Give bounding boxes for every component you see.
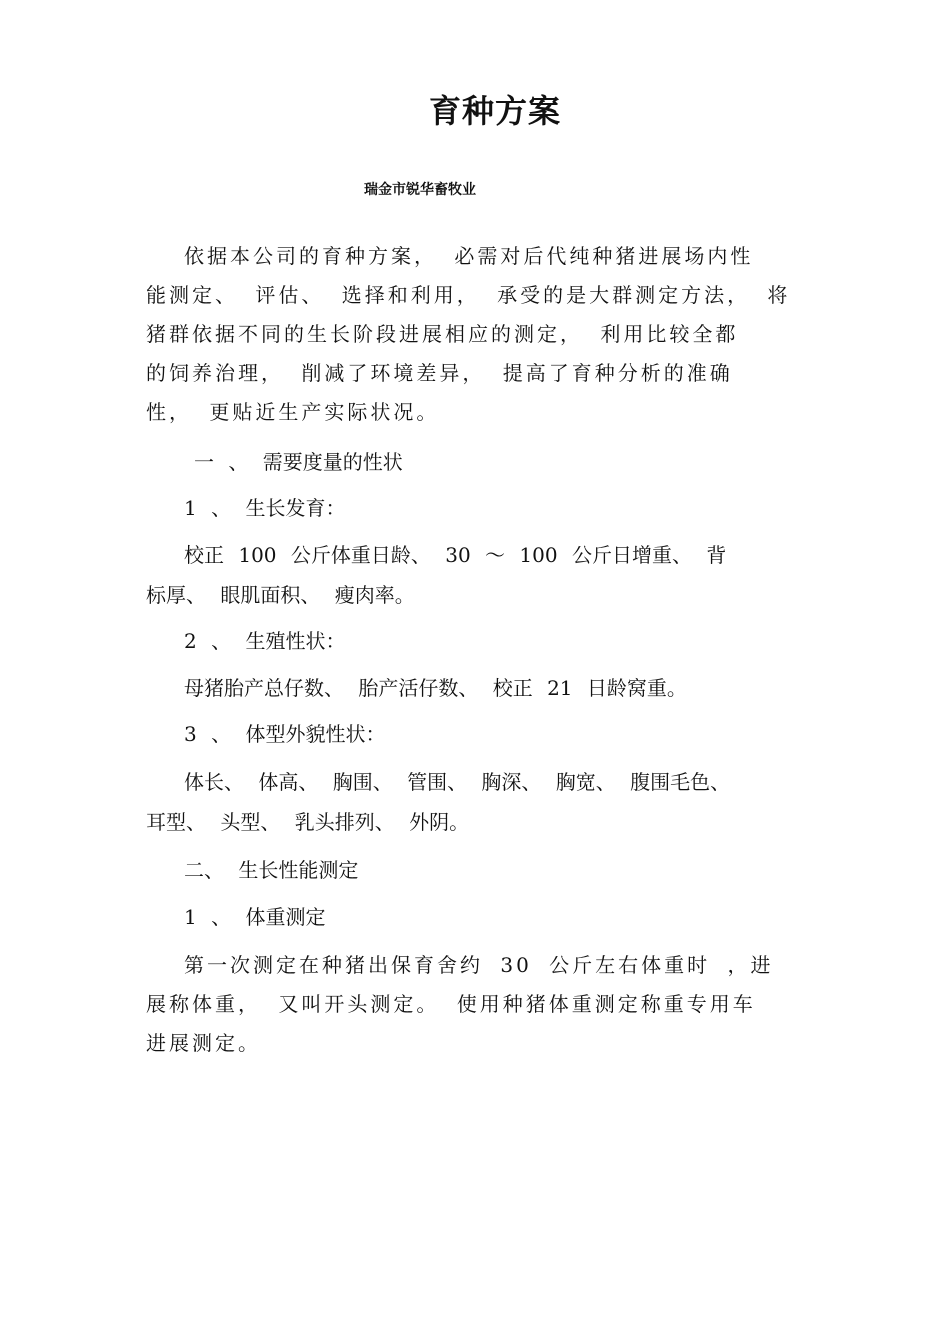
weight-line-3: 进展测定。 (146, 1031, 261, 1055)
section-heading-1: 一 、 需要度量的性状 (194, 450, 403, 474)
conformation-line-2: 耳型、 头型、 乳头排列、 外阴。 (146, 810, 470, 834)
item-heading-conformation: 3 、 体型外貌性状： (184, 722, 386, 746)
growth-line-1: 校正 100 公斤体重日龄、 30 ～ 100 公斤日增重、 背 (184, 543, 727, 567)
document-title: 育种方案 (428, 92, 561, 130)
item-heading-weight: 1 、 体重测定 (184, 905, 326, 929)
intro-line-5: 性， 更贴近生产实际状况。 (146, 400, 440, 424)
organization-name: 瑞金市锐华畜牧业 (364, 182, 476, 198)
intro-line-3: 猪群依据不同的生长阶段进展相应的测定， 利用比较全都 (146, 322, 739, 346)
section-heading-2: 二、 生长性能测定 (184, 858, 359, 882)
conformation-line-1: 体长、 体高、 胸围、 管围、 胸深、 胸宽、 腹围毛色、 (184, 770, 731, 794)
reproduction-line-1: 母猪胎产总仔数、 胎产活仔数、 校正 21 日龄窝重。 (184, 676, 687, 700)
weight-line-1: 第一次测定在种猪出保育舍约 30 公斤左右体重时 ，进 (184, 953, 774, 977)
intro-line-1: 依据本公司的育种方案， 必需对后代纯种猪进展场内性 (184, 244, 754, 268)
item-heading-growth: 1 、 生长发育： (184, 496, 346, 520)
intro-line-4: 的饲养治理， 削减了环境差异， 提高了育种分析的准确 (146, 361, 733, 385)
weight-line-2: 展称体重， 又叫开头测定。 使用种猪体重测定称重专用车 (146, 992, 756, 1016)
growth-line-2: 标厚、 眼肌面积、 瘦肉率。 (146, 583, 415, 607)
intro-line-2: 能测定、 评估、 选择和利用， 承受的是大群测定方法， 将 (146, 283, 791, 307)
item-heading-reproduction: 2 、 生殖性状： (184, 629, 346, 653)
